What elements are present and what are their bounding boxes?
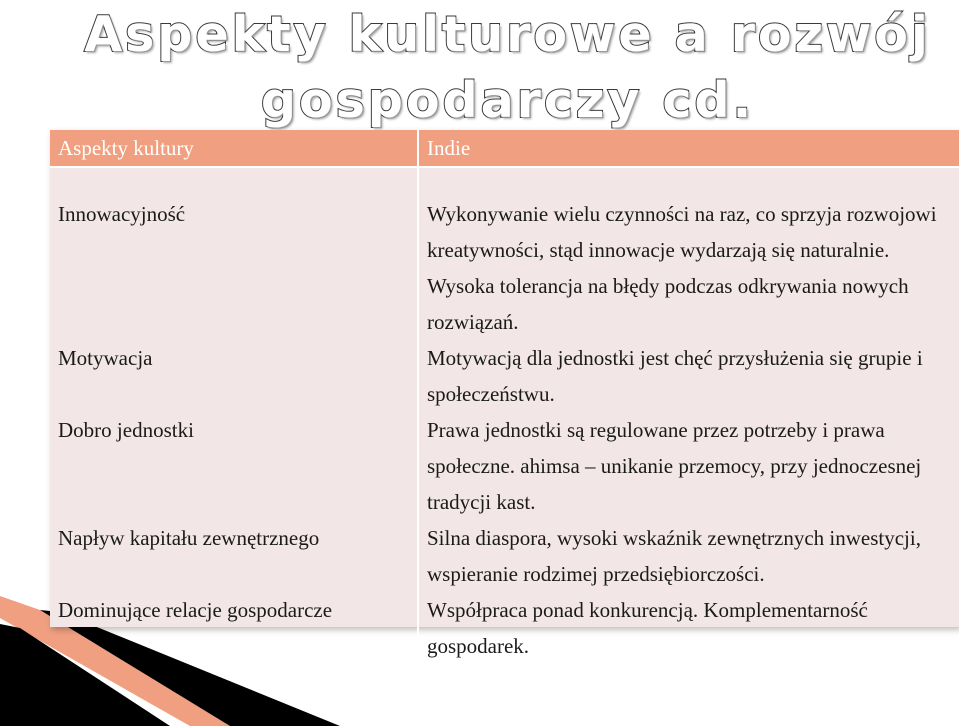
aspect-cell: Napływ kapitału zewnętrznego [50,520,418,592]
slide-title-line-1: Aspekty kulturowe a rozwój [84,6,931,63]
table-row [50,520,960,592]
table-row [50,412,960,520]
description-cell: Wykonywanie wielu czynności na raz, co sprzyja rozwojowi kreatywności, stąd innowacje wydarzają się naturalnie. Wysoka tolerancja na błędy podczas odkrywania nowych rozwiązań. [418,167,960,340]
slide-title-line-2: gospodarczy cd. [260,72,755,129]
table-row [50,592,960,670]
aspect-cell: Dobro jednostki [50,412,418,520]
header-cell-country: Indie [418,130,960,167]
aspect-cell: Dominujące relacje gospodarcze [50,592,418,670]
aspect-cell: Motywacja [50,340,418,412]
comparison-table [50,130,960,670]
aspect-cell: Innowacyjność [50,167,418,340]
header-cell-aspect: Aspekty kultury [50,130,418,167]
description-cell: Motywacją dla jednostki jest chęć przysłużenia się grupie i społeczeństwu. [418,340,960,412]
table-row [50,340,960,412]
description-cell: Silna diaspora, wysoki wskaźnik zewnętrznych inwestycji, wspieranie rodzimej przedsiębiorczości. [418,520,960,592]
slide-title [0,2,960,134]
description-cell: Prawa jednostki są regulowane przez potrzeby i prawa społeczne. ahimsa – unikanie przemocy, przy jednoczesnej tradycji kast. [418,412,960,520]
description-cell: Współpraca ponad konkurencją. Komplementarność gospodarek. [418,592,960,670]
table-row [50,167,960,340]
comparison-table-container [50,130,960,658]
table-header-row [50,130,960,167]
